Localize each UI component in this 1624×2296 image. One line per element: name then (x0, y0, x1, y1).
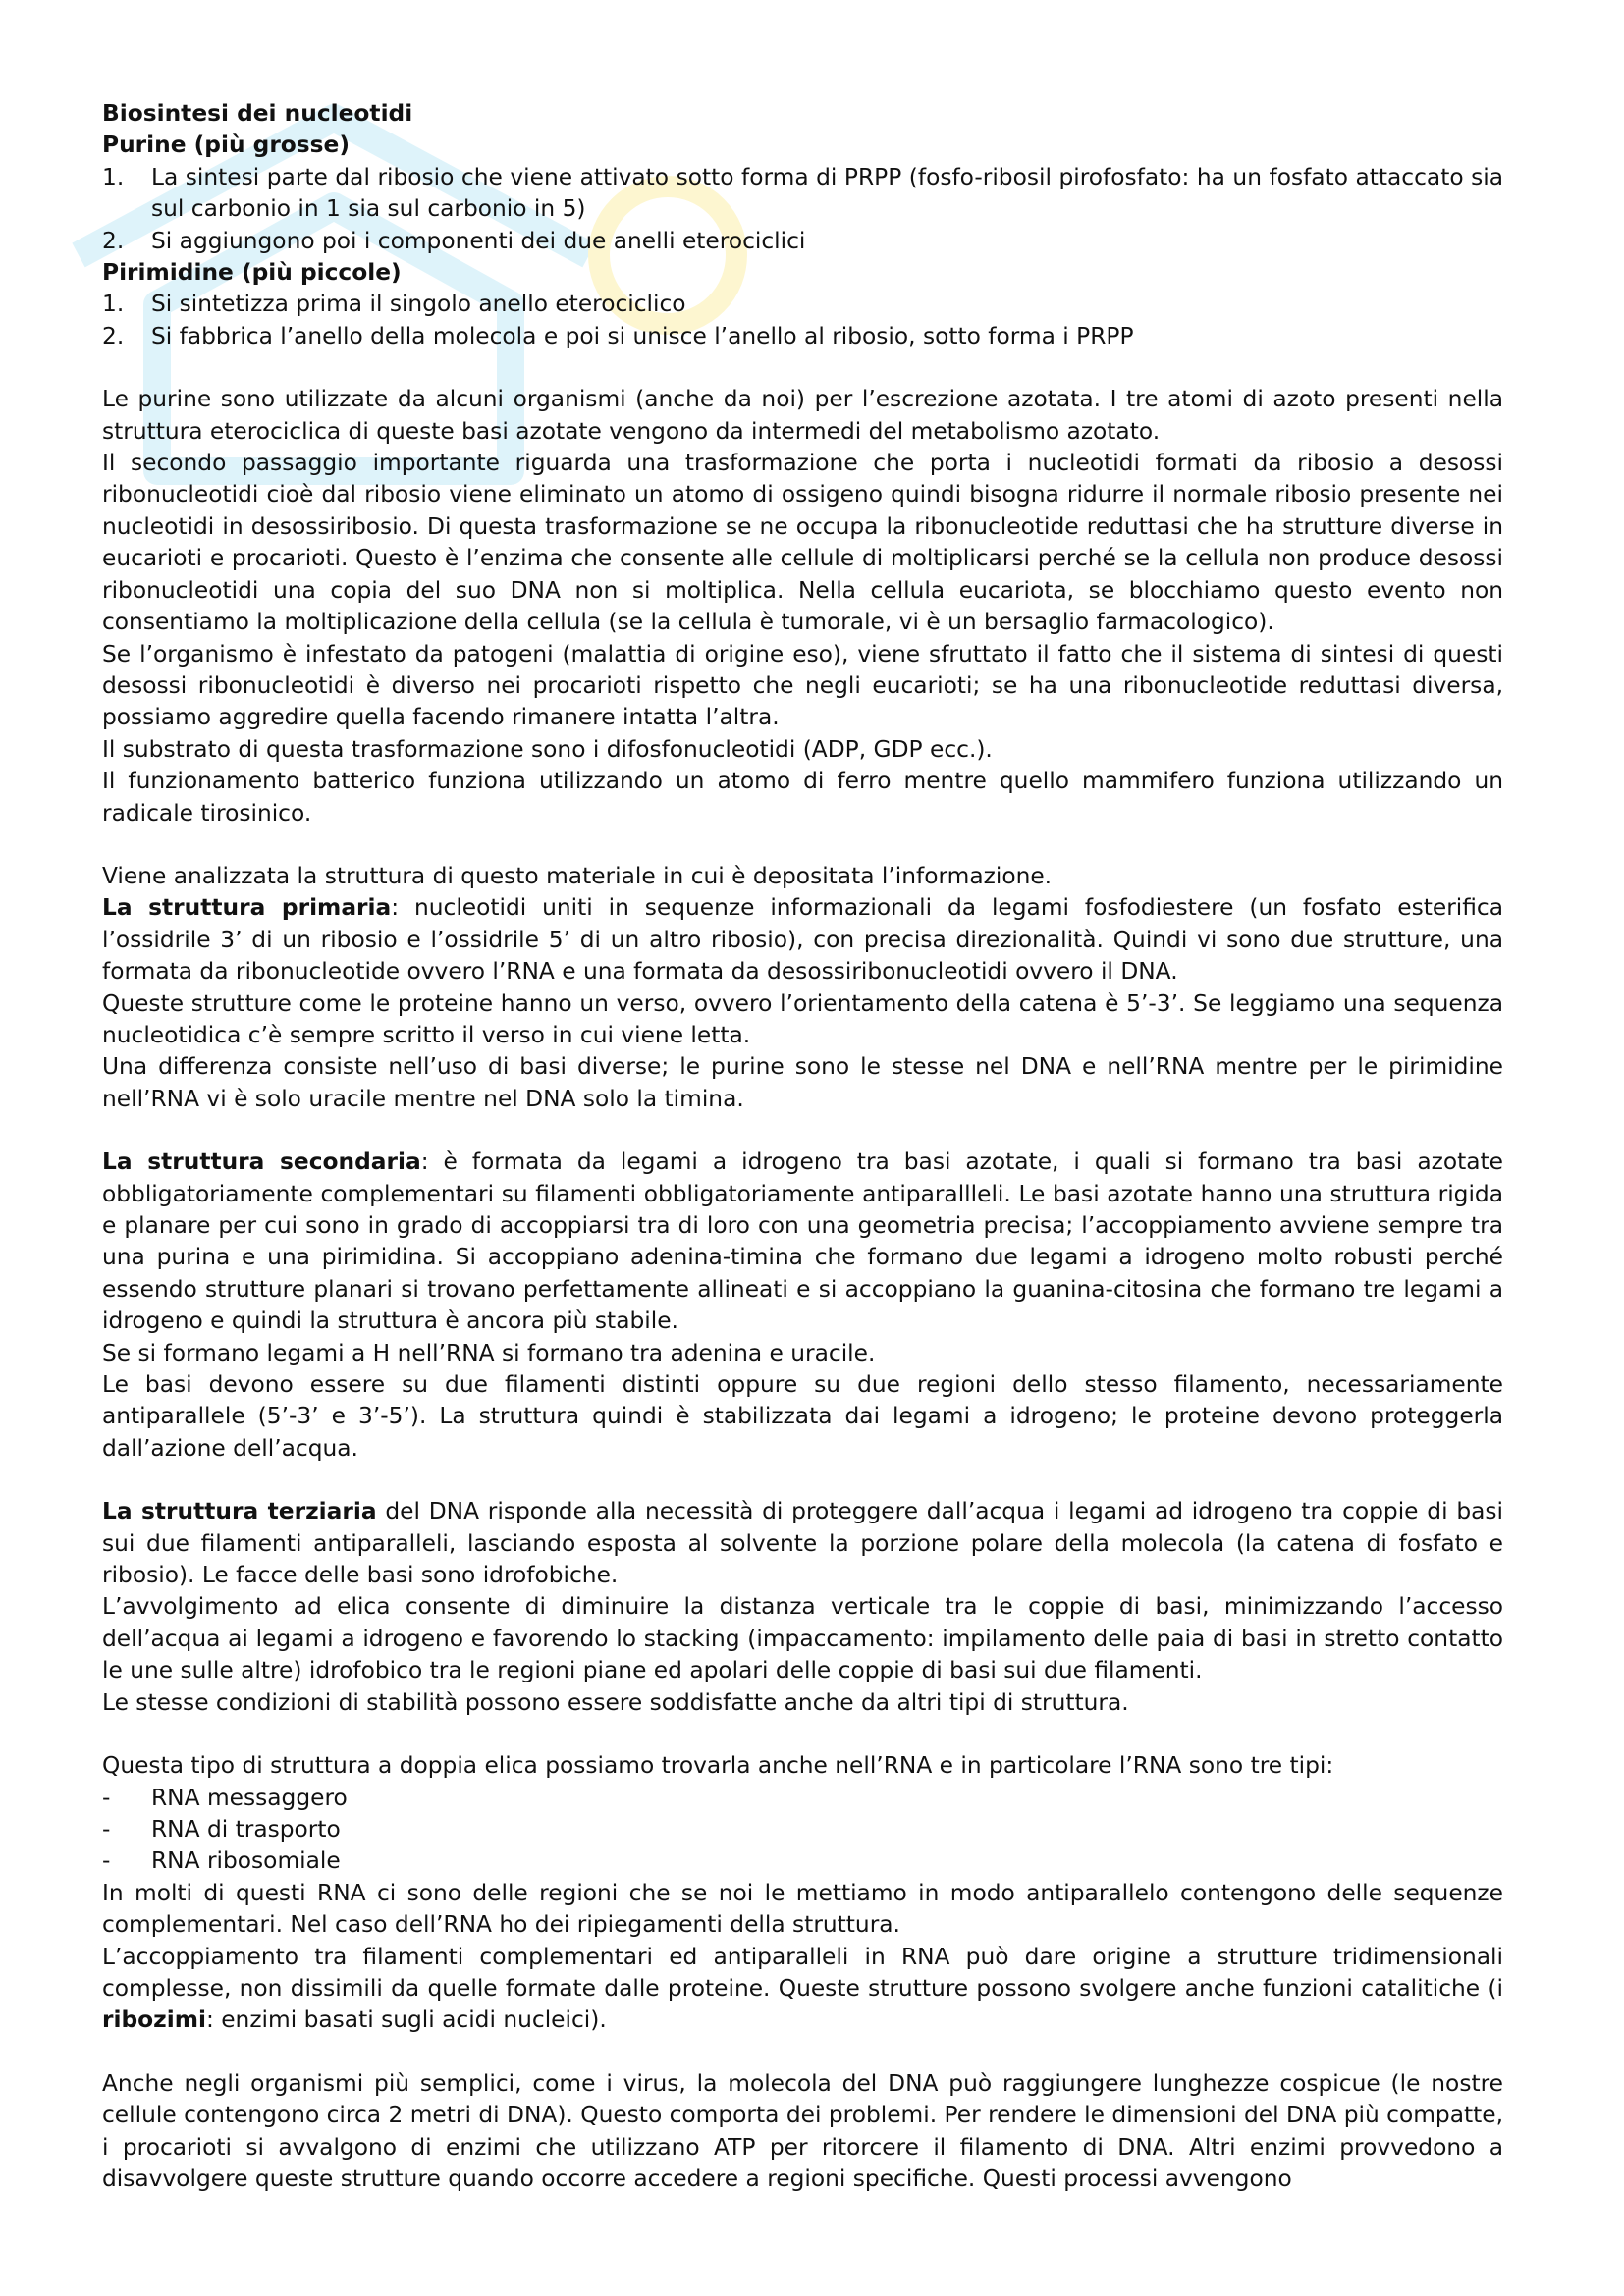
paragraph: Anche negli organismi più semplici, come i virus, la molecola del DNA può raggiungere lunghezze cospicue (le nostre cellule contengono circa 2 metri di DNA). Questo comporta dei problemi. Per rendere le dimensioni del DNA più compatte, i procarioti si avvalgono di enzimi che utilizzano ATP per ritorcere il filamento di DNA. Altri enzimi provvedono a disavvolgere queste strutture quando occorre accedere a regioni specifiche. Questi processi avvengono (102, 2069, 1503, 2192)
paragraph: Se si formano legami a H nell’RNA si formano tra adenina e uracile. (102, 1339, 876, 1366)
list-marker: 2. (102, 227, 125, 254)
paragraph: Le purine sono utilizzate da alcuni organismi (anche da noi) per l’escrezione azotata. I tre atomi di azoto presenti nella struttura eterociclica di queste basi azotate vengono da intermedi del metabolismo azotato. (102, 386, 1503, 445)
purine-heading: Purine (più grosse) (102, 132, 350, 159)
pirimidine-heading: Pirimidine (più piccole) (102, 259, 402, 287)
ribozimi-text-end: : enzimi basati sugli acidi nucleici). (205, 2006, 607, 2034)
spacer (102, 1465, 1503, 1496)
primaria-label: La struttura primaria (102, 894, 392, 922)
primaria-paragraph (102, 892, 1503, 988)
paragraph: Viene analizzata la struttura di questo materiale in cui è depositata l’informazione. (102, 862, 1053, 889)
list-item (102, 1845, 1503, 1877)
document-page (102, 98, 1503, 2195)
list-item-text: RNA messaggero (151, 1784, 348, 1811)
list-item-text: RNA di trasporto (151, 1815, 341, 1842)
terziaria-text: del DNA risponde alla necessità di proteggere dall’acqua i legami ad idrogeno tra coppie di basi sui due filamenti antiparalleli, lasciando esposta al solvente la porzione polare della molecola (la catena di fosfato e ribosio). Le facce delle basi sono idrofobiche. (102, 1498, 1503, 1589)
list-marker: 1. (102, 291, 125, 318)
paragraph: Se l’organismo è infestato da patogeni (malattia di origine eso), viene sfruttato il fatto che il sistema di sintesi di questi desossi ribonucleotidi è diverso nei procarioti rispetto che negli eucarioti; se ha una ribonucleotide reduttasi diversa, possiamo aggredire quella facendo rimanere intatta l’altra. (102, 640, 1503, 731)
list-item (102, 162, 1503, 226)
secondaria-label: La struttura secondaria (102, 1148, 421, 1176)
ribozimi-term: ribozimi (102, 2006, 206, 2034)
list-item (102, 289, 1503, 320)
list-item-text: Si aggiungono poi i componenti dei due anelli eterociclici (151, 227, 806, 254)
list-item-text: La sintesi parte dal ribosio che viene attivato sotto forma di PRPP (fosfo-ribosil pirofosfato: ha un fosfato attaccato sia sul carbonio in 1 sia sul carbonio in 5) (151, 163, 1503, 223)
paragraph: In molti di questi RNA ci sono delle regioni che se noi le mettiamo in modo antiparallelo contengono delle sequenze complementari. Nel caso dell’RNA ho dei ripiegamenti della struttura. (102, 1879, 1503, 1939)
list-item-text: Si fabbrica l’anello della molecola e poi si unisce l’anello al ribosio, sotto forma i PRPP (151, 322, 1134, 349)
list-marker: - (102, 1815, 111, 1842)
paragraph: Il substrato di questa trasformazione sono i difosfonucleotidi (ADP, GDP ecc.). (102, 735, 993, 763)
list-item (102, 1783, 1503, 1814)
list-item (102, 321, 1503, 352)
spacer (102, 352, 1503, 384)
list-marker: - (102, 1847, 111, 1875)
pirimidine-list (102, 289, 1503, 352)
paragraph: Una differenza consiste nell’uso di basi diverse; le purine sono le stesse nel DNA e nell’RNA mentre per le pirimidine nell’RNA vi è solo uracile mentre nel DNA solo la timina. (102, 1053, 1503, 1112)
paragraph: Le basi devono essere su due filamenti distinti oppure su due regioni dello stesso filamento, necessariamente antiparallele (5’-3’ e 3’-5’). La struttura quindi è stabilizzata dai legami a idrogeno; le proteine devono proteggerla dall’azione dell’acqua. (102, 1371, 1503, 1462)
primaria-text: : nucleotidi uniti in sequenze informazionali da legami fosfodiestere (un fosfato esterifica l’ossidrile 3’ di un ribosio e l’ossidrile 5’ di un altro ribosio), con precisa direzionalità. Quindi vi sono due strutture, una formata da ribonucleotide ovvero l’RNA e una formata da desossiribonucleotidi ovvero il DNA. (102, 894, 1504, 986)
ribozimi-text-start: L’accoppiamento tra filamenti complementari ed antiparalleli in RNA può dare origine a strutture tridimensionali complesse, non dissimili da quelle formate dalle proteine. Queste strutture possono svolgere anche funzioni catalitiche (i (102, 1943, 1503, 2002)
rna-types-list (102, 1783, 1503, 1878)
spacer (102, 1115, 1503, 1147)
document-title: Biosintesi dei nucleotidi (102, 100, 413, 127)
spacer (102, 2037, 1503, 2068)
terziaria-label: La struttura terziaria (102, 1498, 377, 1525)
spacer (102, 1719, 1503, 1750)
list-marker: 1. (102, 163, 125, 190)
spacer (102, 829, 1503, 861)
list-item (102, 226, 1503, 257)
paragraph: Il funzionamento batterico funziona utilizzando un atomo di ferro mentre quello mammifero funziona utilizzando un radicale tirosinico. (102, 768, 1503, 827)
purine-list (102, 162, 1503, 257)
ribozimi-paragraph (102, 1942, 1503, 2037)
terziaria-paragraph (102, 1496, 1503, 1591)
list-item-text: Si sintetizza prima il singolo anello eterociclico (151, 291, 686, 318)
list-marker: 2. (102, 322, 125, 349)
paragraph: Questa tipo di struttura a doppia elica possiamo trovarla anche nell’RNA e in particolare l’RNA sono tre tipi: (102, 1752, 1334, 1780)
secondaria-paragraph (102, 1147, 1503, 1337)
list-item-text: RNA ribosomiale (151, 1847, 341, 1875)
secondaria-text: : è formata da legami a idrogeno tra basi azotate, i quali si formano tra basi azotate obbligatoriamente complementari su filamenti obbligatoriamente antiparallleli. Le basi azotate hanno una struttura rigida e planare per cui sono in grado di accoppiarsi tra di loro con una geometria precisa; l’accoppiamento avviene sempre tra una purina e una pirimidina. Si accoppiano adenina-timina che formano due legami a idrogeno molto robusti perché essendo strutture planari si trovano perfettamente allineati e si accoppiano la guanina-citosina che formano tre legami a idrogeno e quindi la struttura è ancora più stabile. (102, 1148, 1504, 1335)
paragraph: Le stesse condizioni di stabilità possono essere soddisfatte anche da altri tipi di struttura. (102, 1688, 1129, 1716)
list-marker: - (102, 1784, 111, 1811)
paragraph: Queste strutture come le proteine hanno un verso, ovvero l’orientamento della catena è 5’-3’. Se leggiamo una sequenza nucleotidica c’è sempre scritto il verso in cui viene letta. (102, 989, 1503, 1048)
paragraph: Il secondo passaggio importante riguarda una trasformazione che porta i nucleotidi formati da ribosio a desossi ribonucleotidi cioè dal ribosio viene eliminato un atomo di ossigeno quindi bisogna ridurre il normale ribosio presente nei nucleotidi in desossiribosio. Di questa trasformazione se ne occupa la ribonucleotide reduttasi che ha strutture diverse in eucarioti e procarioti. Questo è l’enzima che consente alle cellule di moltiplicarsi perché se la cellula non produce desossi ribonucleotidi una copia del suo DNA non si moltiplica. Nella cellula eucariota, se blocchiamo questo evento non consentiamo la moltiplicazione della cellula (se la cellula è tumorale, vi è un bersaglio farmacologico). (102, 450, 1503, 636)
paragraph: L’avvolgimento ad elica consente di diminuire la distanza verticale tra le coppie di basi, minimizzando l’accesso dell’acqua ai legami a idrogeno e favorendo lo stacking (impaccamento: impilamento delle paia di basi in stretto contatto le une sulle altre) idrofobico tra le regioni piane ed apolari delle coppie di basi sui due filamenti. (102, 1593, 1503, 1684)
list-item (102, 1814, 1503, 1845)
